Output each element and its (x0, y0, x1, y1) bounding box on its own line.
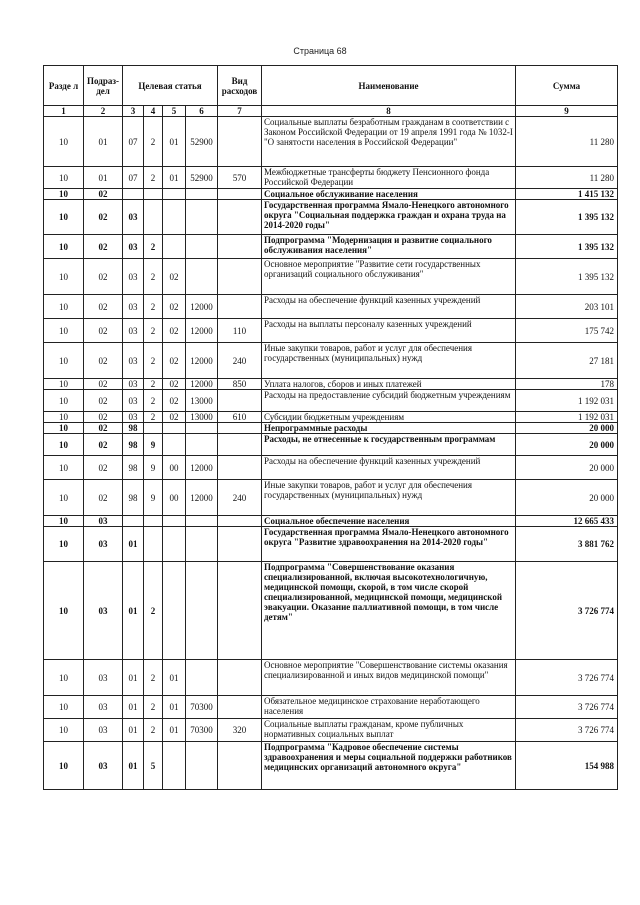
cell-podrazdel: 01 (84, 167, 123, 189)
cell-celevaya-3: 00 (163, 456, 186, 480)
cell-celevaya-2: 2 (144, 696, 163, 719)
cell-razdel: 10 (44, 189, 84, 200)
cell-celevaya-4 (186, 235, 218, 259)
cell-celevaya-1: 07 (123, 117, 144, 167)
cell-podrazdel: 03 (84, 742, 123, 790)
cell-razdel: 10 (44, 379, 84, 390)
cell-celevaya-4 (186, 434, 218, 456)
cell-celevaya-3 (163, 189, 186, 200)
cell-celevaya-4 (186, 200, 218, 235)
col-number: 4 (144, 106, 163, 117)
cell-celevaya-3: 02 (163, 390, 186, 412)
col-number: 6 (186, 106, 218, 117)
cell-celevaya-2: 9 (144, 434, 163, 456)
table-row (44, 319, 618, 343)
cell-celevaya-3 (163, 562, 186, 660)
cell-summa: 1 192 031 (516, 390, 618, 412)
cell-razdel: 10 (44, 434, 84, 456)
cell-vid-rashodov (218, 117, 262, 167)
table-row (44, 379, 618, 390)
cell-podrazdel: 02 (84, 456, 123, 480)
cell-celevaya-3 (163, 235, 186, 259)
cell-celevaya-2: 5 (144, 742, 163, 790)
cell-razdel: 10 (44, 696, 84, 719)
cell-summa: 3 726 774 (516, 562, 618, 660)
cell-celevaya-1: 98 (123, 456, 144, 480)
table-row (44, 696, 618, 719)
cell-podrazdel: 02 (84, 189, 123, 200)
cell-celevaya-1: 01 (123, 696, 144, 719)
col-number: 1 (44, 106, 84, 117)
cell-celevaya-3: 01 (163, 167, 186, 189)
cell-celevaya-3: 02 (163, 379, 186, 390)
cell-summa: 3 881 762 (516, 527, 618, 562)
cell-razdel: 10 (44, 480, 84, 516)
header-razdel: Разде л (44, 66, 84, 106)
cell-celevaya-1: 03 (123, 259, 144, 295)
cell-celevaya-1 (123, 516, 144, 527)
table-row (44, 423, 618, 434)
cell-razdel: 10 (44, 456, 84, 480)
cell-summa: 11 280 (516, 117, 618, 167)
table-row (44, 390, 618, 412)
cell-podrazdel: 02 (84, 434, 123, 456)
cell-celevaya-3: 02 (163, 412, 186, 423)
cell-vid-rashodov (218, 527, 262, 562)
cell-celevaya-3: 01 (163, 719, 186, 742)
col-number: 2 (84, 106, 123, 117)
cell-celevaya-3: 02 (163, 343, 186, 379)
cell-celevaya-1: 03 (123, 412, 144, 423)
cell-celevaya-1: 01 (123, 719, 144, 742)
cell-razdel: 10 (44, 117, 84, 167)
cell-naimenovanie: Межбюджетные трансферты бюджету Пенсионного фонда Российской Федерации (262, 167, 516, 189)
cell-vid-rashodov: 320 (218, 719, 262, 742)
cell-celevaya-1: 01 (123, 742, 144, 790)
cell-summa: 1 395 132 (516, 200, 618, 235)
cell-razdel: 10 (44, 259, 84, 295)
cell-podrazdel: 02 (84, 423, 123, 434)
cell-summa: 1 192 031 (516, 412, 618, 423)
header-summa: Сумма (516, 66, 618, 106)
col-number: 3 (123, 106, 144, 117)
cell-podrazdel: 01 (84, 117, 123, 167)
cell-celevaya-2: 2 (144, 295, 163, 319)
cell-celevaya-2: 2 (144, 660, 163, 696)
cell-naimenovanie: Государственная программа Ямало-Ненецкого автономного округа "Развитие здравоохранения на 2014-2020 годы" (262, 527, 516, 562)
cell-podrazdel: 02 (84, 343, 123, 379)
col-number: 8 (262, 106, 516, 117)
cell-summa: 20 000 (516, 480, 618, 516)
cell-celevaya-4: 12000 (186, 343, 218, 379)
cell-celevaya-2 (144, 423, 163, 434)
cell-vid-rashodov (218, 390, 262, 412)
cell-celevaya-3: 01 (163, 660, 186, 696)
cell-podrazdel: 03 (84, 562, 123, 660)
cell-celevaya-4 (186, 660, 218, 696)
header-vid-rashodov: Вид расходов (218, 66, 262, 106)
cell-celevaya-1: 98 (123, 480, 144, 516)
cell-celevaya-2 (144, 189, 163, 200)
cell-naimenovanie: Основное мероприятие "Развитие сети государственных организаций социального обслуживания" (262, 259, 516, 295)
cell-vid-rashodov (218, 516, 262, 527)
cell-razdel: 10 (44, 562, 84, 660)
cell-celevaya-3: 00 (163, 480, 186, 516)
cell-razdel: 10 (44, 516, 84, 527)
cell-celevaya-2 (144, 516, 163, 527)
cell-naimenovanie: Субсидии бюджетным учреждениям (262, 412, 516, 423)
table-row (44, 259, 618, 295)
cell-celevaya-3: 02 (163, 259, 186, 295)
cell-razdel: 10 (44, 660, 84, 696)
col-number: 9 (516, 106, 618, 117)
cell-summa: 203 101 (516, 295, 618, 319)
cell-naimenovanie: Иные закупки товаров, работ и услуг для обеспечения государственных (муниципальных) нужд (262, 343, 516, 379)
cell-podrazdel: 02 (84, 295, 123, 319)
cell-razdel: 10 (44, 167, 84, 189)
table-row (44, 516, 618, 527)
cell-vid-rashodov: 610 (218, 412, 262, 423)
cell-naimenovanie: Социальное обеспечение населения (262, 516, 516, 527)
cell-vid-rashodov: 850 (218, 379, 262, 390)
cell-vid-rashodov (218, 434, 262, 456)
cell-celevaya-4: 12000 (186, 379, 218, 390)
cell-razdel: 10 (44, 742, 84, 790)
cell-vid-rashodov (218, 200, 262, 235)
col-number: 5 (163, 106, 186, 117)
cell-naimenovanie: Расходы, не отнесенные к государственным программам (262, 434, 516, 456)
cell-celevaya-4: 12000 (186, 480, 218, 516)
table-row (44, 295, 618, 319)
cell-summa: 12 665 433 (516, 516, 618, 527)
cell-razdel: 10 (44, 235, 84, 259)
cell-celevaya-1: 03 (123, 343, 144, 379)
cell-celevaya-1: 03 (123, 379, 144, 390)
cell-razdel: 10 (44, 719, 84, 742)
cell-naimenovanie: Социальное обслуживание населения (262, 189, 516, 200)
cell-vid-rashodov: 570 (218, 167, 262, 189)
cell-celevaya-4: 12000 (186, 319, 218, 343)
cell-celevaya-2 (144, 527, 163, 562)
cell-celevaya-2: 2 (144, 117, 163, 167)
cell-celevaya-3 (163, 516, 186, 527)
header-podrazdel: Подраз-дел (84, 66, 123, 106)
cell-vid-rashodov (218, 660, 262, 696)
table-row (44, 235, 618, 259)
cell-celevaya-4: 12000 (186, 295, 218, 319)
col-number: 7 (218, 106, 262, 117)
cell-celevaya-4 (186, 189, 218, 200)
cell-celevaya-1: 03 (123, 390, 144, 412)
cell-celevaya-1 (123, 189, 144, 200)
cell-summa: 154 988 (516, 742, 618, 790)
cell-summa: 3 726 774 (516, 719, 618, 742)
cell-celevaya-4: 52900 (186, 167, 218, 189)
cell-celevaya-2: 2 (144, 259, 163, 295)
cell-celevaya-3: 01 (163, 696, 186, 719)
cell-podrazdel: 02 (84, 412, 123, 423)
cell-podrazdel: 02 (84, 480, 123, 516)
column-number-row (44, 106, 618, 117)
table-row (44, 343, 618, 379)
cell-vid-rashodov: 110 (218, 319, 262, 343)
table-row (44, 660, 618, 696)
cell-celevaya-1: 03 (123, 200, 144, 235)
cell-summa: 20 000 (516, 434, 618, 456)
cell-celevaya-3 (163, 434, 186, 456)
table-row (44, 719, 618, 742)
cell-razdel: 10 (44, 390, 84, 412)
table-row (44, 456, 618, 480)
cell-celevaya-4 (186, 423, 218, 434)
cell-summa: 1 395 132 (516, 259, 618, 295)
cell-vid-rashodov (218, 189, 262, 200)
cell-vid-rashodov: 240 (218, 480, 262, 516)
cell-celevaya-4 (186, 527, 218, 562)
cell-summa: 3 726 774 (516, 696, 618, 719)
cell-razdel: 10 (44, 295, 84, 319)
cell-celevaya-3 (163, 742, 186, 790)
cell-summa: 1 415 132 (516, 189, 618, 200)
cell-vid-rashodov: 240 (218, 343, 262, 379)
cell-podrazdel: 03 (84, 719, 123, 742)
cell-celevaya-2: 9 (144, 480, 163, 516)
cell-vid-rashodov (218, 259, 262, 295)
cell-summa: 27 181 (516, 343, 618, 379)
cell-celevaya-2: 2 (144, 235, 163, 259)
cell-naimenovanie: Иные закупки товаров, работ и услуг для обеспечения государственных (муниципальных) нужд (262, 480, 516, 516)
table-body (44, 117, 618, 790)
cell-vid-rashodov (218, 295, 262, 319)
cell-celevaya-2: 9 (144, 456, 163, 480)
cell-podrazdel: 03 (84, 696, 123, 719)
cell-celevaya-2: 2 (144, 562, 163, 660)
cell-summa: 20 000 (516, 423, 618, 434)
cell-celevaya-3: 01 (163, 117, 186, 167)
cell-celevaya-3 (163, 527, 186, 562)
cell-naimenovanie: Расходы на обеспечение функций казенных учреждений (262, 456, 516, 480)
cell-celevaya-4 (186, 742, 218, 790)
cell-celevaya-2: 2 (144, 343, 163, 379)
cell-razdel: 10 (44, 423, 84, 434)
cell-celevaya-4 (186, 562, 218, 660)
cell-celevaya-4: 13000 (186, 412, 218, 423)
table-row (44, 167, 618, 189)
cell-celevaya-2 (144, 200, 163, 235)
cell-podrazdel: 02 (84, 319, 123, 343)
cell-naimenovanie: Основное мероприятие "Совершенствование системы оказания специализированной и иных видов медицинской помощи" (262, 660, 516, 696)
page-number-label: Страница 68 (293, 46, 347, 56)
table-row (44, 562, 618, 660)
cell-celevaya-1: 03 (123, 235, 144, 259)
cell-podrazdel: 02 (84, 379, 123, 390)
cell-celevaya-3 (163, 423, 186, 434)
cell-celevaya-2: 2 (144, 379, 163, 390)
table-row (44, 189, 618, 200)
cell-summa: 1 395 132 (516, 235, 618, 259)
cell-razdel: 10 (44, 527, 84, 562)
cell-celevaya-1: 03 (123, 295, 144, 319)
cell-razdel: 10 (44, 319, 84, 343)
cell-celevaya-1: 98 (123, 423, 144, 434)
cell-podrazdel: 02 (84, 200, 123, 235)
cell-celevaya-2: 2 (144, 319, 163, 343)
cell-podrazdel: 03 (84, 516, 123, 527)
cell-vid-rashodov (218, 423, 262, 434)
cell-podrazdel: 02 (84, 235, 123, 259)
cell-naimenovanie: Обязательное медицинское страхование неработающего населения (262, 696, 516, 719)
cell-naimenovanie: Уплата налогов, сборов и иных платежей (262, 379, 516, 390)
cell-celevaya-2: 2 (144, 412, 163, 423)
cell-celevaya-2: 2 (144, 167, 163, 189)
cell-vid-rashodov (218, 456, 262, 480)
cell-vid-rashodov (218, 742, 262, 790)
cell-celevaya-1: 03 (123, 319, 144, 343)
header-naimenovanie: Наименование (262, 66, 516, 106)
cell-celevaya-4: 70300 (186, 719, 218, 742)
cell-celevaya-1: 01 (123, 562, 144, 660)
cell-vid-rashodov (218, 235, 262, 259)
cell-naimenovanie: Социальные выплаты гражданам, кроме публичных нормативных социальных выплат (262, 719, 516, 742)
cell-naimenovanie: Расходы на обеспечение функций казенных учреждений (262, 295, 516, 319)
cell-celevaya-4: 13000 (186, 390, 218, 412)
cell-celevaya-4: 70300 (186, 696, 218, 719)
cell-celevaya-1: 01 (123, 527, 144, 562)
table-row (44, 434, 618, 456)
table-row (44, 117, 618, 167)
header-celevaya-statya: Целевая статья (123, 66, 218, 106)
table-row (44, 480, 618, 516)
cell-celevaya-4 (186, 516, 218, 527)
cell-celevaya-3: 02 (163, 295, 186, 319)
cell-celevaya-2: 2 (144, 719, 163, 742)
cell-naimenovanie: Подпрограмма "Модернизация и развитие социального обслуживания населения" (262, 235, 516, 259)
cell-celevaya-4: 12000 (186, 456, 218, 480)
cell-celevaya-3: 02 (163, 319, 186, 343)
cell-summa: 11 280 (516, 167, 618, 189)
cell-summa: 3 726 774 (516, 660, 618, 696)
cell-naimenovanie: Расходы на предоставление субсидий бюджетным учреждениям (262, 390, 516, 412)
cell-razdel: 10 (44, 200, 84, 235)
cell-celevaya-1: 98 (123, 434, 144, 456)
cell-vid-rashodov (218, 562, 262, 660)
cell-naimenovanie: Непрограммные расходы (262, 423, 516, 434)
cell-celevaya-1: 01 (123, 660, 144, 696)
table-row (44, 527, 618, 562)
table-row (44, 742, 618, 790)
cell-podrazdel: 02 (84, 390, 123, 412)
budget-table (43, 65, 618, 790)
cell-celevaya-1: 07 (123, 167, 144, 189)
cell-naimenovanie: Подпрограмма "Совершенствование оказания специализированной, включая высокотехнологичную, медицинской помощи, скорой, в том числе скорой специализированной, медицинской помощи, медицинской эвакуации. Оказание паллиативной помощи, в том числе детям" (262, 562, 516, 660)
cell-naimenovanie: Подпрограмма "Кадровое обеспечение системы здравоохранения и меры социальной поддержки работников медицинских организаций автономного округа" (262, 742, 516, 790)
cell-summa: 20 000 (516, 456, 618, 480)
cell-podrazdel: 03 (84, 660, 123, 696)
table-row (44, 412, 618, 423)
cell-naimenovanie: Государственная программа Ямало-Ненецкого автономного округа "Социальная поддержка граждан и охрана труда на 2014-2020 годы" (262, 200, 516, 235)
table-row (44, 200, 618, 235)
cell-celevaya-3 (163, 200, 186, 235)
cell-celevaya-2: 2 (144, 390, 163, 412)
cell-vid-rashodov (218, 696, 262, 719)
cell-naimenovanie: Социальные выплаты безработным гражданам в соответствии с Законом Российской Федерации от 19 апреля 1991 года № 1032-I "О занятости населения в Российской Федерации" (262, 117, 516, 167)
cell-podrazdel: 02 (84, 259, 123, 295)
cell-razdel: 10 (44, 412, 84, 423)
cell-celevaya-4 (186, 259, 218, 295)
header-row (44, 66, 618, 106)
cell-summa: 175 742 (516, 319, 618, 343)
cell-podrazdel: 03 (84, 527, 123, 562)
cell-naimenovanie: Расходы на выплаты персоналу казенных учреждений (262, 319, 516, 343)
cell-summa: 178 (516, 379, 618, 390)
cell-celevaya-4: 52900 (186, 117, 218, 167)
cell-razdel: 10 (44, 343, 84, 379)
